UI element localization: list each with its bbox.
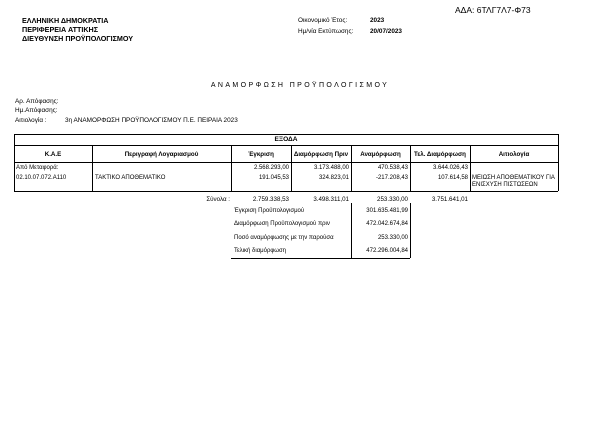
totals-before: 3.498.311,01 <box>313 196 349 203</box>
row-approval: 191.045,53 <box>258 175 289 181</box>
col-header-reason: Αιτιολογία <box>498 151 530 158</box>
col-header-revision: Αναμόρφωση <box>360 151 401 158</box>
org-line-3: ΔΙΕΥΘΥΝΣΗ ΠΡΟΫΠΟΛΟΓΙΣΜΟΥ <box>22 34 134 43</box>
row-kae: 02.10.07.072.Α110 <box>16 175 67 181</box>
table-section-divider <box>14 145 558 146</box>
row-before: 324.823,01 <box>318 175 349 181</box>
table-border-top <box>14 134 558 135</box>
col-header-description: Περιγραφή Λογαριασμού <box>124 151 199 158</box>
row-description: ΤΑΚΤΙΚΟ ΑΠΟΘΕΜΑΤΙΚΟ <box>95 175 166 181</box>
totals-label: Σύνολα : <box>206 196 230 203</box>
carried-approval: 2.568.293,00 <box>253 165 289 171</box>
decision-date-label: Ημ.Απόφασης: <box>15 107 58 114</box>
fiscal-year-value: 2023 <box>370 17 385 24</box>
totals-revision: 253.330,00 <box>377 196 408 203</box>
summary-label-before: Διαμόρφωση Προϋπολογισμού πριν <box>234 221 330 227</box>
summary-value-approval: 301.635.481,99 <box>366 208 408 214</box>
print-date-label: Ημ/νία Εκτύπωσης: <box>298 28 354 35</box>
totals-approval: 2.759.338,53 <box>252 196 289 203</box>
col-header-final: Τελ. Διαμόρφωση <box>414 151 466 158</box>
table-header-divider <box>14 162 558 163</box>
org-line-2: ΠΕΡΙΦΕΡΕΙΑ ΑΤΤΙΚΗΣ <box>22 25 99 34</box>
row-reason-line-2: ΕΝΙΣΧΥΣΗ ΠΙΣΤΩΣΕΩΝ <box>472 182 538 188</box>
col-header-kae: Κ.Α.Ε <box>44 151 62 158</box>
document-id: ΑΔΑ: 6ΤΛΓ7Λ7-Φ73 <box>455 5 531 15</box>
summary-divider-2 <box>410 203 411 258</box>
row-final: 107.614,58 <box>437 175 468 181</box>
summary-bottom-line <box>231 258 410 259</box>
reasoning-label: Αιτιολογία : <box>15 117 47 124</box>
summary-label-final: Τελική διαμόρφωση <box>234 248 286 254</box>
summary-label-revision: Ποσό αναμόρφωσης με την παρούσα <box>234 235 334 241</box>
print-date-value: 20/07/2023 <box>370 28 402 35</box>
carried-final: 3.644.026,43 <box>432 165 468 171</box>
table-body-bottom <box>14 191 558 192</box>
table-border-right <box>558 134 559 191</box>
totals-final: 3.751.641,01 <box>431 196 468 203</box>
carried-before: 3.173.488,00 <box>313 165 349 171</box>
summary-value-before: 472.042.674,84 <box>366 221 408 227</box>
fiscal-year-label: Οικονομικό Έτος: <box>298 17 348 24</box>
col-header-approval: Έγκριση <box>248 151 274 158</box>
org-line-1: ΕΛΛΗΝΙΚΗ ΔΗΜΟΚΡΑΤΙΑ <box>22 16 109 25</box>
row-revision: -217.208,43 <box>375 175 408 181</box>
summary-value-revision: 253.330,00 <box>377 235 408 241</box>
carried-forward-label: Από Μεταφορά: <box>16 165 59 171</box>
reasoning-value: 3η ΑΝΑΜΟΡΦΩΣΗ ΠΡΟΫΠΟΛΟΓΙΣΜΟΥ Π.Ε. ΠΕΙΡΑΙΑ 2023 <box>65 117 238 124</box>
summary-label-approval: Έγκριση Προϋπολογισμού <box>234 208 305 214</box>
decision-number-label: Αρ. Απόφασης: <box>15 98 59 105</box>
carried-revision: 470.538,43 <box>377 165 408 171</box>
summary-value-final: 472.296.004,84 <box>366 248 408 254</box>
table-section-title: ΕΞΟΔΑ <box>274 136 298 143</box>
row-reason-line-1: ΜΕΙΩΣΗ ΑΠΟΘΕΜΑΤΙΚΟΥ ΓΙΑ <box>472 175 555 181</box>
col-header-before: Διαμόρφωση Πριν <box>293 151 349 158</box>
page-title: ΑΝΑΜΟΡΦΩΣΗ ΠΡΟΫΠΟΛΟΓΙΣΜΟΥ <box>210 82 390 89</box>
